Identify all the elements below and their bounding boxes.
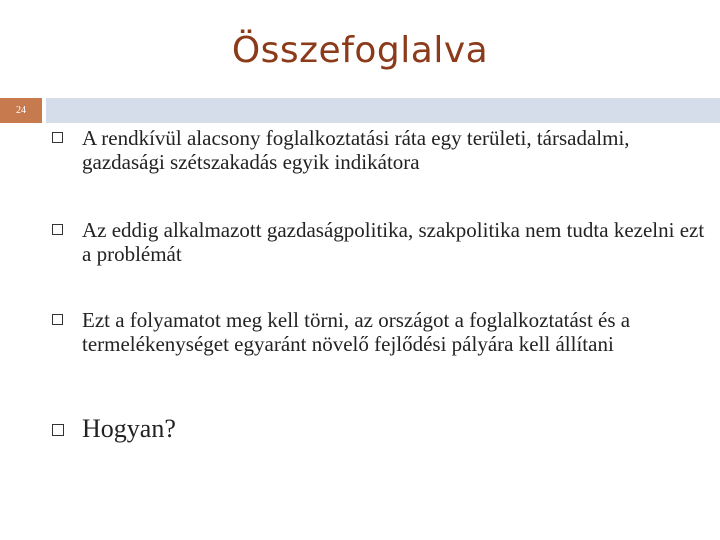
checkbox-icon bbox=[52, 424, 64, 436]
checkbox-icon bbox=[52, 314, 63, 325]
checkbox-icon bbox=[52, 132, 63, 143]
checkbox-icon bbox=[52, 224, 63, 235]
bullet-item bbox=[52, 414, 176, 444]
slide-title: Összefoglalva bbox=[231, 30, 489, 71]
bullet-text: Hogyan? bbox=[82, 414, 176, 443]
bullet-text: Az eddig alkalmazott gazdaságpolitika, szakpolitika nem tudta kezelni ezt a problémát bbox=[82, 218, 705, 266]
bullet-text: Ezt a folyamatot meg kell törni, az országot a foglalkoztatást és a termelékenységet egyaránt növelő fejlődési pályára kell állítani bbox=[82, 308, 631, 356]
header-divider-bar bbox=[46, 98, 720, 123]
bullet-item bbox=[52, 308, 712, 356]
bullet-item bbox=[52, 218, 712, 266]
slide-number: 24 bbox=[0, 98, 42, 123]
bullet-text: A rendkívül alacsony foglalkoztatási ráta egy területi, társadalmi, gazdasági szétszakadás egyik indikátora bbox=[82, 126, 630, 174]
bullet-item bbox=[52, 126, 712, 174]
